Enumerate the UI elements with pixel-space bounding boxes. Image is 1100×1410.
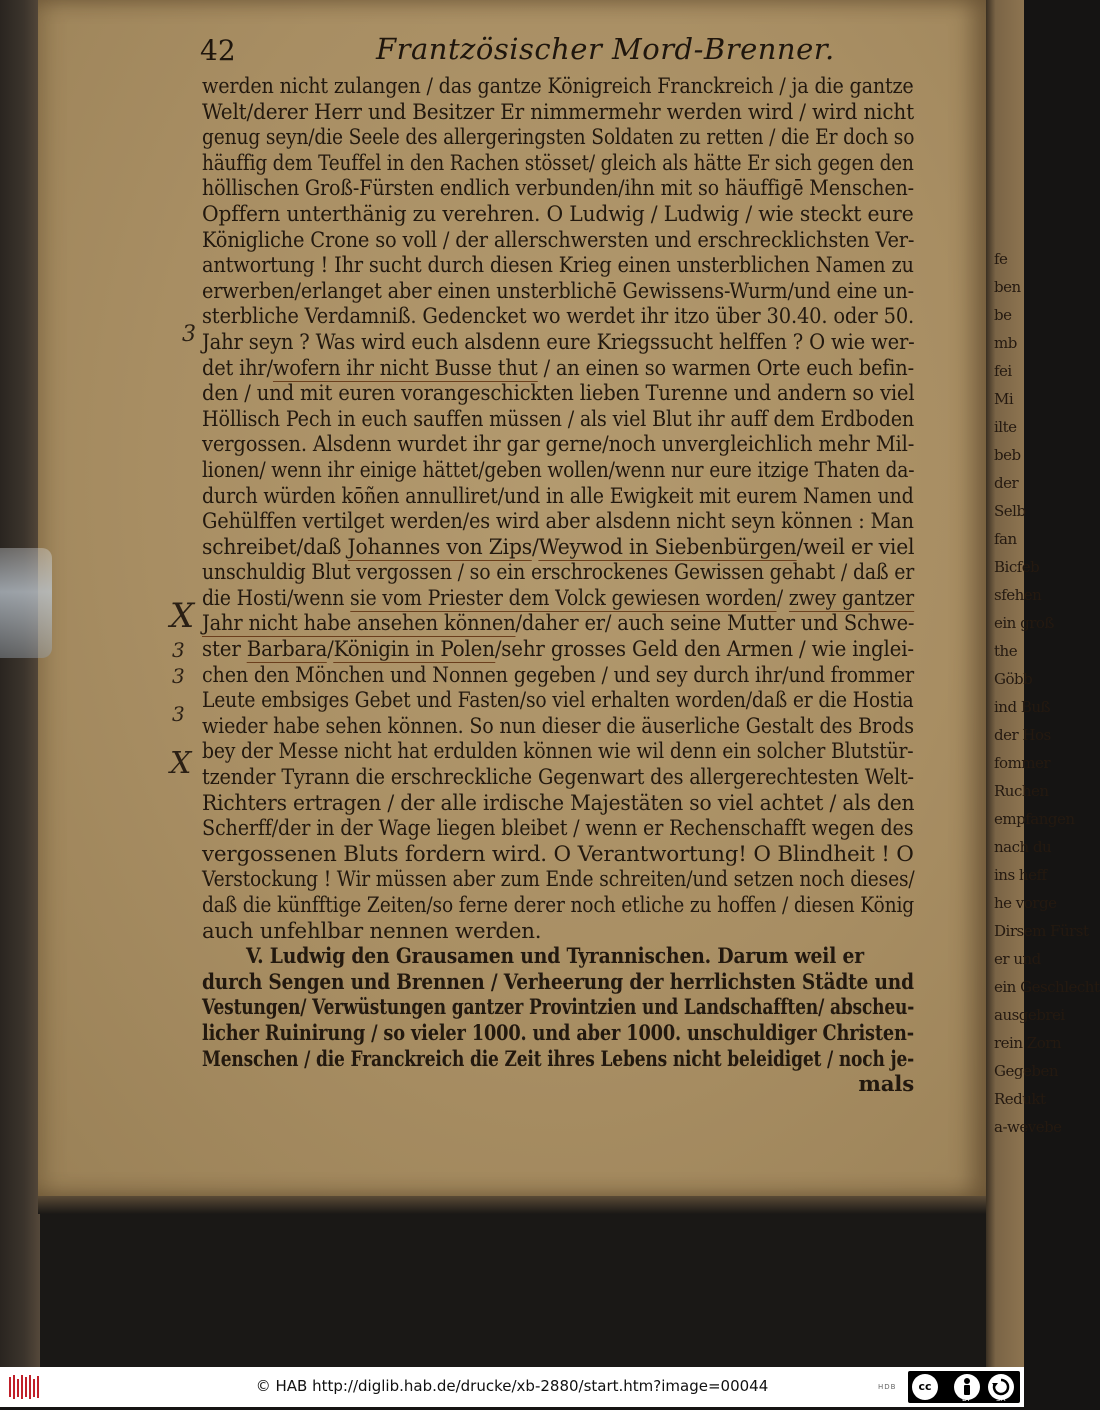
- by-label: BY: [962, 1395, 971, 1403]
- text-line: Verstockung ! Wir müssen aber zum Ende schreiten/und setzen noch dieses/: [202, 867, 915, 893]
- handwritten-underline: Königin in Polen: [333, 637, 495, 663]
- text-line: vergossenen Bluts fordern wird. O Verantwortung! O Blindheit ! O: [202, 841, 914, 867]
- page-header: [200, 30, 912, 72]
- adjacent-page-fragment: fei: [994, 362, 1012, 380]
- handwritten-underline: Barbara: [246, 637, 328, 663]
- adjacent-page-fragment: Ruchen: [994, 782, 1049, 800]
- text-line: Opffern unterthänig zu verehren. O Ludwig / Ludwig / wie steckt eure: [202, 201, 914, 227]
- adjacent-page-fragment: Redukt: [994, 1090, 1046, 1108]
- text-line: sterbliche Verdamniß. Gedencket wo werdet ihr itzo über 30.40. oder 50.: [202, 304, 915, 330]
- adjacent-page-fragment: fe: [994, 250, 1008, 268]
- adjacent-page-fragment: fommer: [994, 754, 1051, 772]
- text-line: höllischen Groß-Fürsten endlich verbunden/ihn mit so häuffigē Menschen-: [202, 176, 914, 202]
- text-line: antwortung ! Ihr sucht durch diesen Krieg einen unsterblichen Namen zu: [202, 253, 914, 279]
- page-clip: [0, 548, 52, 658]
- cc-license-badge[interactable]: [908, 1371, 1020, 1403]
- text-line: durch Sengen und Brennen / Verheerung der herrlichsten Städte und: [202, 969, 914, 995]
- text-line: Menschen / die Franckreich die Zeit ihres Lebens nicht beleidiget / noch je-: [202, 1046, 915, 1072]
- sa-label: SA: [996, 1395, 1006, 1403]
- margin-mark: 3: [172, 664, 185, 688]
- adjacent-page-fragment: rein Zorn: [994, 1034, 1062, 1052]
- adjacent-page-fragment: ind Buß: [994, 698, 1051, 716]
- text-line: ster Barbara/Königin in Polen/sehr grosses Geld den Armen / wie inglei-: [202, 637, 914, 663]
- adjacent-page-fragment: ein Geschlecht: [994, 978, 1100, 996]
- page-bottom-shadow: [38, 1196, 986, 1214]
- running-title: Frantzösischer Mord-Brenner.: [376, 32, 835, 66]
- handwritten-underline: Jahr nicht habe ansehen können: [202, 611, 516, 637]
- text-line: erwerben/erlanget aber einen unsterblichē Gewissens-Wurm/und eine un-: [202, 278, 914, 304]
- adjacent-page-fragment: Gegeben: [994, 1062, 1058, 1080]
- page-number: 42: [200, 34, 236, 67]
- text-line: det ihr/wofern ihr nicht Busse thut / an einen so warmen Orte euch befin-: [202, 355, 914, 381]
- handwritten-underline: zwey gantzer: [788, 585, 915, 611]
- text-line: bey der Messe nicht hat erdulden können wie wil denn ein solcher Blutstür-: [202, 739, 914, 765]
- text-line: Vestungen/ Verwüstungen gantzer Provintzien und Landschafften/ abscheu-: [202, 995, 915, 1021]
- handwritten-underline: wofern ihr nicht Busse thut: [272, 355, 538, 381]
- margin-mark: 3: [182, 322, 196, 347]
- handwritten-underline: Weywod in Siebenbürgen: [538, 534, 797, 560]
- adjacent-page-fragment: Dirsem Fürst: [994, 922, 1089, 940]
- text-line: Leute embsiges Gebet und Fasten/so viel erhalten worden/daß er die Hostia: [202, 688, 914, 714]
- text-line: daß die künfftige Zeiten/so ferne derer noch etliche zu hoffen / diesen König: [202, 893, 915, 918]
- adjacent-page-fragment: ben: [994, 278, 1021, 296]
- adjacent-page-fragment: be: [994, 306, 1012, 324]
- text-line: Königliche Crone so voll / der allerschwersten und erschrecklichsten Ver-: [202, 227, 915, 253]
- text-line: Welt/derer Herr und Besitzer Er nimmermehr werden wird / wird nicht: [202, 99, 915, 125]
- text-line: Jahr seyn ? Was wird euch alsdenn eure Kriegssucht helffen ? O wie wer-: [202, 329, 915, 355]
- adjacent-page-fragment: mb: [994, 334, 1017, 352]
- adjacent-page-fragment: empfangen: [994, 810, 1075, 828]
- text-line: mals: [858, 1072, 914, 1098]
- text-line: Jahr nicht habe ansehen können/daher er/ auch seine Mutter und Schwe-: [202, 611, 915, 637]
- text-line: die Hosti/wenn sie vom Priester dem Volck gewiesen worden/ zwey gantzer: [202, 585, 915, 611]
- cc-icon: cc: [912, 1374, 938, 1400]
- adjacent-page-fragment: he vorge: [994, 894, 1057, 912]
- adjacent-page-fragment: ins heff: [994, 866, 1047, 884]
- text-line: lionen/ wenn ihr einige hättet/geben wollen/wenn nur eure itzige Thaten da-: [202, 457, 915, 483]
- adjacent-page-fragment: a-wevebe: [994, 1118, 1062, 1136]
- adjacent-page-fragment: beb: [994, 446, 1021, 464]
- text-line: den / und mit euren vorangeschickten lieben Turenne und andern so viel: [202, 381, 915, 407]
- footer-tiny-mark: HDB: [878, 1383, 897, 1391]
- text-line: unschuldig Blut vergossen / so ein erschrockenes Gewissen gehabt / daß er: [202, 560, 915, 586]
- adjacent-page-fragment: Mi: [994, 390, 1014, 408]
- text-line: licher Ruinirung / so vieler 1000. und aber 1000. unschuldiger Christen-: [202, 1020, 914, 1046]
- text-line: wieder habe sehen können. So nun dieser die äuserliche Gestalt des Brods: [202, 713, 914, 739]
- adjacent-page-fragment: ilte: [994, 418, 1017, 436]
- footer-source-link[interactable]: © HAB http://diglib.hab.de/drucke/xb-2880/start.htm?image=00044: [255, 1377, 769, 1395]
- adjacent-page-fragment: er und: [994, 950, 1041, 968]
- margin-mark: X: [170, 746, 192, 781]
- body-text: [202, 74, 914, 1098]
- text-line: V. Ludwig den Grausamen und Tyrannischen. Darum weil er: [246, 944, 864, 970]
- text-line: schreibet/daß Johannes von Zips/Weywod in Siebenbürgen/weil er viel: [202, 534, 915, 560]
- adjacent-page-fragment: der Hos: [994, 726, 1051, 744]
- text-line: häuffig dem Teuffel in den Rachen stösset/ gleich als hätte Er sich gegen den: [202, 150, 914, 176]
- margin-mark: 3: [172, 702, 185, 726]
- handwritten-underline: Johannes von Zips: [347, 534, 533, 560]
- handwritten-underline: sie vom Priester dem Volck gewiesen worden: [350, 585, 777, 611]
- adjacent-page-fragment: Göbb: [994, 670, 1033, 688]
- adjacent-page-fragment: ausgebrei: [994, 1006, 1065, 1024]
- binding-board-left: [0, 0, 40, 1367]
- adjacent-page-fragment: Selb: [994, 502, 1026, 520]
- text-line: Scherff/der in der Wage liegen bleibet / wenn er Rechenschafft wegen des: [202, 816, 914, 842]
- adjacent-page-fragment: the: [994, 642, 1018, 660]
- margin-mark: 3: [172, 638, 185, 662]
- text-line: Höllisch Pech in euch sauffen müssen / als viel Blut ihr auff dem Erdboden: [202, 406, 915, 432]
- footer-bar: [0, 1367, 1024, 1407]
- text-line: genug seyn/die Seele des allergeringsten Soldaten zu retten / die Er doch so: [202, 125, 915, 151]
- adjacent-page-fragment: fan: [994, 530, 1017, 548]
- margin-mark: X: [170, 596, 195, 636]
- text-line: Gehülffen vertilget werden/es wird aber alsdenn nicht seyn können : Man: [202, 509, 914, 535]
- adjacent-page-fragment: nach du: [994, 838, 1052, 856]
- text-line: chen den Mönchen und Nonnen gegeben / und sey durch ihr/und frommer: [202, 662, 914, 688]
- adjacent-page-fragment: der: [994, 474, 1019, 492]
- text-line: vergossen. Alsdenn wurdet ihr gar gerne/noch unvergleichlich mehr Mil-: [202, 432, 915, 458]
- text-line: Richters ertragen / der alle irdische Majestäten so viel achtet / als den: [202, 790, 915, 816]
- text-line: tzender Tyrann die erschreckliche Gegenwart des allergerechtesten Welt-: [202, 765, 914, 791]
- text-line: auch unfehlbar nennen werden.: [202, 918, 542, 944]
- adjacent-page-fragment: sfehen: [994, 586, 1042, 604]
- adjacent-page-fragment: Bicfeb: [994, 558, 1040, 576]
- text-line: werden nicht zulangen / das gantze Königreich Franckreich / ja die gantze: [202, 74, 914, 99]
- text-line: durch würden kōñen annulliret/und in alle Ewigkeit mit eurem Namen und: [202, 483, 914, 509]
- adjacent-page-fragment: ein groß: [994, 614, 1054, 632]
